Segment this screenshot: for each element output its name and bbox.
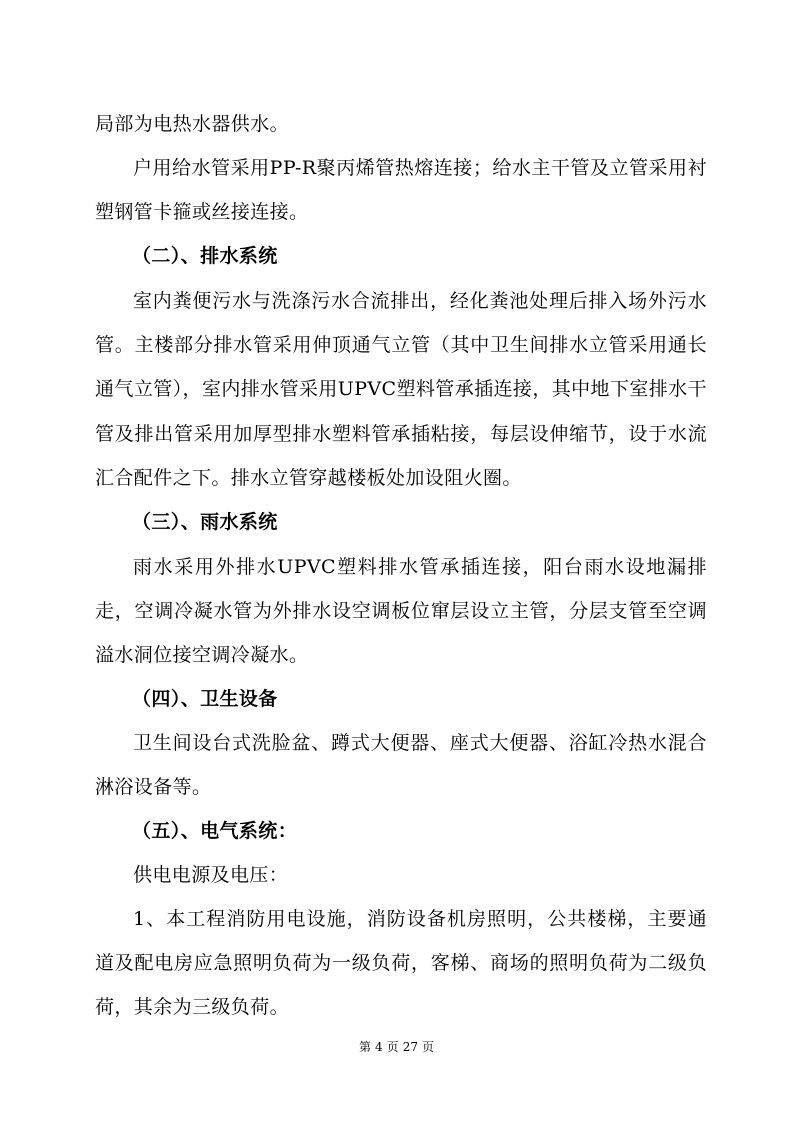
footer-middle: 页 — [386, 1040, 399, 1054]
paragraph-water-supply-pipe: 户用给水管采用PP-R聚丙烯管热熔连接；给水主干管及立管采用衬塑钢管卡箍或丝接连接。 — [95, 157, 707, 224]
page-footer — [0, 1038, 793, 1056]
paragraph-power-supply: 供电电源及电压： — [133, 864, 289, 886]
footer-prefix: 第 — [359, 1040, 372, 1054]
heading-electrical-system: （五）、电气系统： — [132, 820, 298, 842]
heading-rainwater-system: （三）、雨水系统 — [132, 511, 278, 533]
paragraph-water-heater: 局部为电热水器供水。 — [95, 113, 290, 135]
paragraph-drainage: 室内粪便污水与洗涤污水合流排出，经化粪池处理后排入场外污水管。主楼部分排水管采用伸顶通气立管（其中卫生间排水立管采用通长通气立管），室内排水管采用UPVC塑料管承插连接，其中地下室排水干管及排出管采用加厚型排水塑料管承插粘接，每层设伸缩节，设于水流汇合配件之下。排水立管穿越楼板处加设阻火圈。 — [95, 290, 707, 489]
footer-suffix: 页 — [421, 1040, 434, 1054]
paragraph-rainwater: 雨水采用外排水UPVC塑料排水管承插连接，阳台雨水设地漏排走，空调冷凝水管为外排水设空调板位窜层设立主管，分层支管至空调溢水洞位接空调冷凝水。 — [95, 556, 707, 667]
heading-drainage-system: （二）、排水系统 — [132, 245, 278, 267]
heading-sanitary-equipment: （四）、卫生设备 — [132, 688, 278, 710]
footer-total-pages: 27 — [402, 1040, 418, 1054]
paragraph-load-levels: 1、本工程消防用电设施，消防设备机房照明，公共楼梯，主要通道及配电房应急照明负荷为一级负荷，客梯、商场的照明负荷为二级负荷，其余为三级负荷。 — [95, 908, 707, 1019]
paragraph-sanitary: 卫生间设台式洗脸盆、蹲式大便器、座式大便器、浴缸冷热水混合淋浴设备等。 — [95, 732, 707, 799]
footer-current-page: 4 — [375, 1040, 383, 1054]
